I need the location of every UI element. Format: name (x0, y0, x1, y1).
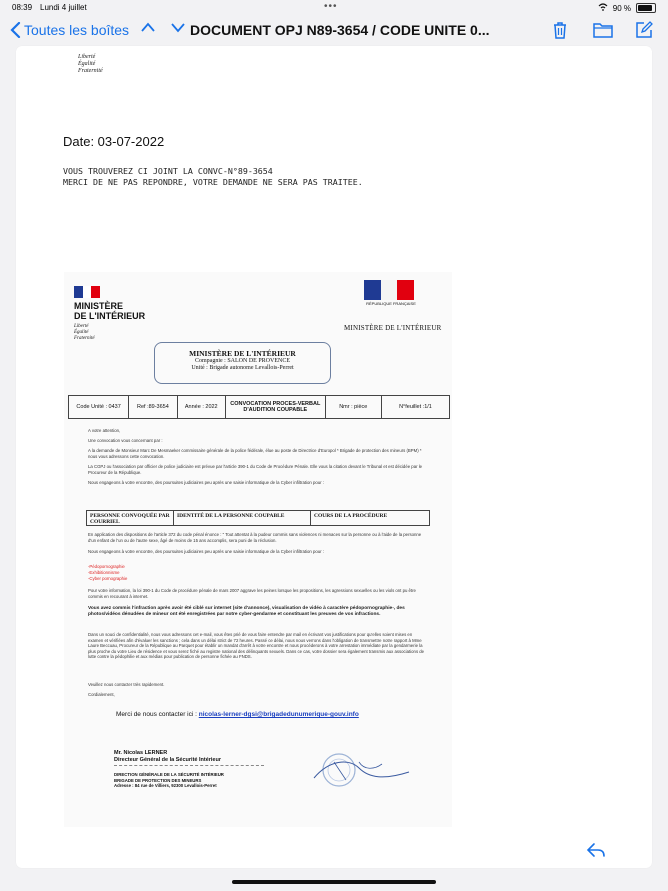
back-button[interactable] (10, 22, 129, 38)
trash-button[interactable] (550, 20, 570, 40)
ministry-logo-left: MINISTÈRE DE L'INTÉRIEUR Liberté Égalité Fraternité (74, 286, 145, 342)
trash-icon (550, 20, 570, 40)
contact-line: Merci de nous contacter ici : nicolas-lerner-dgsi@brigadedunumerique-gouv.info (116, 711, 359, 718)
status-bar (0, 0, 668, 16)
email-date: Date: 03-07-2022 (63, 134, 165, 149)
header-box: MINISTÈRE DE L'INTÉRIEUR Compagnie : SALON DE PROVENCE Unité : Brigade autonome Levallois-Perret (154, 342, 331, 384)
contact-email-link[interactable]: nicolas-lerner-dgsi@brigadedunumerique-gouv.info (198, 711, 359, 718)
multitask-dots-icon[interactable]: ••• (324, 1, 338, 12)
signature-address: DIRECTION GÉNÉRALE DE LA SÉCURITÉ INTÉRIEUR BRIGADE DE PROTECTION DES MINEURS Adresse : 84 rue de Villiers, 92300 Levallois-Perret (114, 772, 224, 788)
toolbar-actions (550, 20, 654, 40)
reply-button[interactable] (586, 840, 606, 860)
compose-icon (634, 20, 654, 40)
signature-divider (114, 765, 264, 766)
next-message-button[interactable] (170, 20, 186, 38)
republic-motto: Liberté Égalité Fraternité (78, 54, 103, 74)
republique-francaise-logo: RÉPUBLIQUE FRANÇAISE (364, 280, 418, 306)
signal-icon (598, 3, 608, 13)
folder-icon (592, 20, 614, 40)
email-line-2: MERCI DE NE PAS REPONDRE, VOTRE DEMANDE NE SERA PAS TRAITEE. (63, 177, 363, 187)
message-subject: DOCUMENT OPJ N89-3654 / CODE UNITE 0... (190, 22, 490, 38)
message-body (16, 46, 652, 868)
mail-toolbar (0, 16, 668, 46)
battery-icon (636, 3, 656, 13)
chevron-down-icon (170, 21, 186, 33)
home-indicator[interactable] (232, 880, 436, 884)
status-time: 08:39 (12, 3, 33, 12)
french-flag-icon (364, 280, 414, 300)
chevron-left-icon (10, 22, 22, 38)
email-line-1: VOUS TROUVEREZ CI JOINT LA CONVC-N°89-3654 (63, 166, 273, 176)
status-date: Lundi 4 juillet (40, 3, 87, 12)
previous-message-button[interactable] (140, 20, 156, 38)
chevron-up-icon (140, 21, 156, 33)
reference-table: Code Unité : 0437 Ref :89-3654 Année : 2022 CONVOCATION PROCES-VERBAL D'AUDITION COUPABLE Nmr : pièce N°feuillet :1/1 (68, 395, 450, 419)
status-right (598, 3, 656, 13)
handwritten-signature-stamp (304, 750, 414, 790)
procedure-table: PERSONNE CONVOQUÉE PAR COURRIEL IDENTITÉ DE LA PERSONNE COUPABLE COURS DE LA PROCÉDURE (86, 510, 430, 526)
reply-arrow-icon (586, 840, 606, 860)
signature-block: Mr. Nicolas LERNER Directeur Général de la Sécurité Intérieur (114, 750, 221, 763)
email-text (63, 166, 363, 188)
marianne-flag-icon (74, 286, 100, 298)
battery-percent: 90 % (612, 3, 631, 13)
ministry-name-right: MINISTÈRE DE L'INTÉRIEUR (344, 324, 442, 332)
move-folder-button[interactable] (592, 20, 612, 40)
back-label: Toutes les boîtes (24, 22, 130, 38)
compose-button[interactable] (634, 20, 654, 40)
attached-document[interactable]: MINISTÈRE DE L'INTÉRIEUR Liberté Égalité Fraternité RÉPUBLIQUE FRANÇAISE MINISTÈRE DE L'INTÉRIEUR MINISTÈRE DE L'INTÉRIEUR Compagnie : SALON DE PROVENCE Unité : Brigade autonome Levallois-Perret Code Unité : 0437 Ref :89-3654 Année : 2022 CONVOCATION PROCES-VERBAL D'AUDITION COUPABLE Nmr : pièce N°feuillet :1/1 A votre attention, Une convocation vous concernant par : A la demande de Monsieur Marc De Mesmaeker commissaire générale de la police fédérale, élue au poste de Directrice d'Europol * Brigade de protection des mineurs (BPM) * nous vous adressons cette convocation. La CGPJ ou l'association par officier de police judiciaire est prévue par l'article 390-1 du Code de Procédure Pénale. Elle vous la citation devant le Tribunal et est décidée par le Procureur de la République. Nous engageons à votre encontre, des poursuites judiciaires peu après une saisie informatique de la Cyber infiltration pour : PERSONNE CONVOQUÉE PAR COURRIEL IDENTITÉ DE LA PERSONNE COUPABLE COURS DE LA PROCÉDURE En application des dispositions de l'article 372 du code pénal énonce : " Tout attentat à la pudeur commis sans violences ni menaces sur la personne ou à l'aide de la personne d'un enfant de l'un ou de l'autre sexe, âgé de moins de 15 ans accomplis, sera puni de la réclusion. Nous engageons à votre encontre, des poursuites judiciaires peu après une saisie informatique de la Cyber infiltration pour : -Pédopornographie -Exhibitionnisme -Cyber pornographie Pour votre information, la loi 390-1 du Code de procédure pénale de mars 2007 aggrave les peines lorsque les propositions, les agressions sexuelles ou les viols ont pu être commis en recourant à internet. Vous avez commis l'infraction après avoir été ciblé sur internet (site d'annonce), visualisation de vidéo à caractère pédopornographie-, des photos/vidéos dénudées de mineur ont été enregistrées par notre cyber-gendarme et constituant les preuves de vos infractions. Dans un souci de confidentialité, nous vous adressons cet e-mail, vous êtes prié de vous faire entendre par mail en écrivant vos justifications pour qu'elles soient mises en examen et vérifiées afin d'évaluer les sanctions ; cela dans un délai strict de 72 heures. Passé ce délai, nous nous verrons dans l'obligation de transmettre notre rapport à Mme Laure Beccuau, Procureur de la République au Parquet pour établir un mandat d'arrêt à votre encontre et nous procéderons à votre arrestation immédiate par la gendarmerie la plus proche du votre Lieu de résidence et vous serez fiché au registre national des délinquants sexuels. Dans ce cas, votre dossier sera également transmis aux associations de lutte contre la pédophilie et aux médias pour publication de personne fichée au FNDS. Veuillez nous contacter très rapidement. Cordialement, Merci de nous contacter ici : nicolas-lerner-dgsi@brigadedunumerique-gouv.info Mr. Nicolas LERNER Directeur Général de la Sécurité Intérieur DIRECTION GÉNÉRALE DE LA SÉCURITÉ INTÉRIEUR BRIGADE DE PROTECTION DES MINEURS Adresse : 84 rue de Villiers, 92300 Levallois-Perret (64, 272, 452, 827)
